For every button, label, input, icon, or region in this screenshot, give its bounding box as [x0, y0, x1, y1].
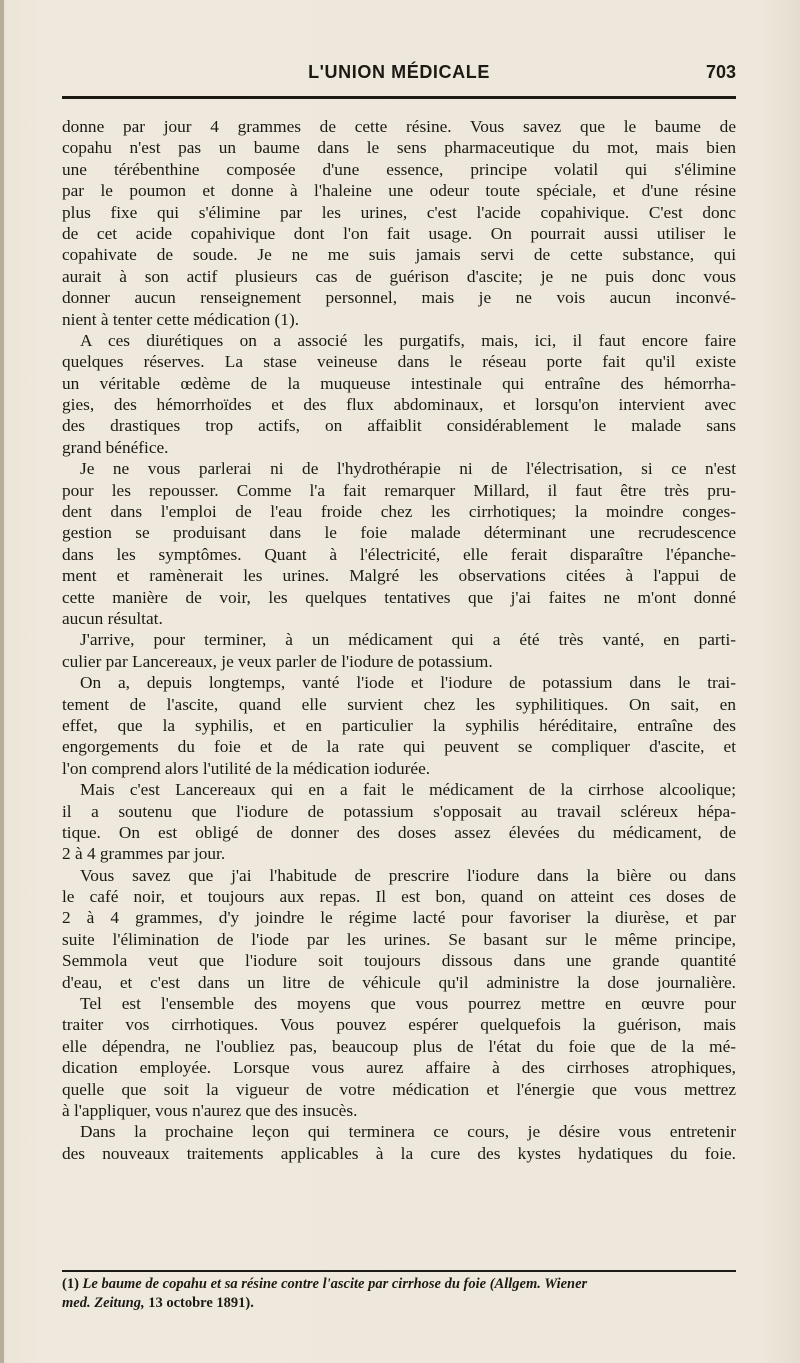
- text-line: grand bénéfice.: [62, 437, 169, 457]
- page-header: [62, 62, 736, 90]
- text-line: donne par jour 4 grammes de cette résine. Vous savez que le baume de: [62, 117, 736, 136]
- footnote-date: 13 octobre 1891: [148, 1295, 246, 1311]
- footnote-marker: (1): [62, 1276, 79, 1292]
- page-number: 703: [705, 62, 736, 82]
- text-line: copahu n'est pas un baume dans le sens pharmaceutique du mot, mais bien: [62, 138, 736, 158]
- text-line: suite l'élimination de l'iode par les urines. Se basant sur le même principe,: [62, 929, 736, 949]
- text-line: un véritable œdème de la muqueuse intestinale qui entraîne des hémorrha-: [62, 373, 736, 393]
- text-line: une térébenthine composée d'une essence, principe volatil qui s'élimine: [62, 159, 736, 179]
- footnote-journal: med. Zeitung,: [62, 1295, 145, 1311]
- footnote-end: ).: [245, 1295, 254, 1311]
- text-line: dication employée. Lorsque vous aurez affaire à des cirrhoses atrophiques,: [62, 1058, 736, 1078]
- text-line: effet, que la syphilis, et en particulier la syphilis héréditaire, entraîne des: [62, 715, 736, 735]
- text-line: dans les symptômes. Quant à l'électricité, elle ferait disparaître l'épanche-: [62, 544, 736, 564]
- header-rule: [62, 96, 736, 99]
- text-line: l'on comprend alors l'utilité de la médication iodurée.: [62, 758, 431, 778]
- text-line: cette manière de voir, les quelques tentatives que j'ai faites ne m'ont donné: [62, 587, 736, 607]
- text-line: le café noir, et toujours aux repas. Il est bon, quand on atteint ces doses de: [62, 887, 736, 907]
- text-line: On a, depuis longtemps, vanté l'iode et l'iodure de potassium dans le trai-: [80, 673, 736, 693]
- text-line: Tel est l'ensemble des moyens que vous pourrez mettre en œuvre pour: [80, 994, 736, 1014]
- footnote-line: [62, 1275, 736, 1294]
- text-line: d'eau, et c'est dans un litre de véhicule qu'il administre la dose journalière.: [62, 972, 736, 992]
- text-line: Semmola veut que l'iodure soit toujours dissous dans une grande quantité: [62, 951, 736, 971]
- running-title: L'UNION MÉDICALE: [308, 62, 490, 82]
- text-line: Je ne vous parlerai ni de l'hydrothérapie ni de l'électrisation, si ce n'est: [80, 459, 736, 479]
- text-line: 2 à 4 grammes par jour.: [62, 844, 226, 864]
- footnote-citation: Le baume de copahu et sa résine contre l'ascite par cirrhose du foie (Allgem. Wiener: [82, 1276, 588, 1292]
- text-line: tement de l'ascite, quand elle survient chez les syphilitiques. On sait, en: [62, 694, 736, 714]
- footnote: [62, 1275, 736, 1313]
- text-line: gies, des hémorrhoïdes et des flux abdominaux, et lorsqu'on intervient avec: [62, 395, 736, 415]
- text-line: 2 à 4 grammes, d'y joindre le régime lacté pour favoriser la diurèse, et par: [62, 908, 736, 928]
- text-line: J'arrive, pour terminer, à un médicament qui a été très vanté, en parti-: [80, 630, 736, 650]
- text-line: par le poumon et donne à l'haleine une odeur toute spéciale, et d'une résine: [62, 181, 736, 201]
- footnote-line: [62, 1294, 736, 1313]
- footnote-rule: [62, 1270, 736, 1272]
- text-line: de cet acide copahivique dont l'on fait usage. On pourrait aussi utiliser le: [62, 223, 736, 243]
- text-line: tique. On est obligé de donner des doses assez élevées du médicament, de: [62, 822, 736, 842]
- text-line: nient à tenter cette médication (1).: [62, 309, 300, 329]
- text-line: traiter vos cirrhotiques. Vous pouvez espérer quelquefois la guérison, mais: [62, 1015, 736, 1035]
- body-text: [62, 116, 736, 1164]
- text-line: Vous savez que j'ai l'habitude de prescrire l'iodure dans la bière ou dans: [80, 865, 736, 885]
- text-line: pour les repousser. Comme l'a fait remarquer Millard, il faut être très pru-: [62, 480, 736, 500]
- text-line: des drastiques trop actifs, on affaiblit considérablement le malade sans: [62, 416, 736, 436]
- text-line: copahivate de soude. Je ne me suis jamais servi de cette substance, qui: [62, 245, 736, 265]
- text-line: à l'appliquer, vous n'aurez que des insucès.: [62, 1100, 358, 1120]
- text-line: gestion se produisant dans le foie malade déterminant une recrudescence: [62, 523, 736, 543]
- text-line: des nouveaux traitements applicables à la cure des kystes hydatiques du foie.: [62, 1143, 736, 1163]
- text-line: aurait à son actif plusieurs cas de guérison d'ascite; je ne puis donc vous: [62, 266, 736, 286]
- text-line: plus fixe qui s'élimine par les urines, c'est l'acide copahivique. C'est donc: [62, 202, 736, 222]
- text-line: culier par Lancereaux, je veux parler de l'iodure de potassium.: [62, 651, 493, 671]
- text-line: quelle que soit la vigueur de votre médication et l'énergie que vous mettrez: [62, 1079, 736, 1099]
- text-line: A ces diurétiques on a associé les purgatifs, mais, ici, il faut encore faire: [80, 330, 736, 350]
- text-line: donner aucun renseignement personnel, mais je ne vois aucun inconvé-: [62, 288, 736, 308]
- text-line: ment et ramènerait les urines. Malgré les observations citées à l'appui de: [62, 566, 736, 586]
- text-line: engorgements du foie et de la rate qui peuvent se compliquer d'ascite, et: [62, 737, 736, 757]
- text-line: dent dans l'emploi de l'eau froide chez les cirrhotiques; la moindre conges-: [62, 502, 736, 522]
- text-line: il a soutenu que l'iodure de potassium s'opposait au travail scléreux hépa-: [62, 801, 736, 821]
- text-line: aucun résultat.: [62, 608, 163, 628]
- text-line: elle dépendra, ne l'oubliez pas, beaucoup plus de l'état du foie que de la mé-: [62, 1036, 736, 1056]
- text-line: Dans la prochaine leçon qui terminera ce cours, je désire vous entretenir: [80, 1122, 736, 1142]
- text-line: quelques réserves. La stase veineuse dans le réseau porte fait qu'il existe: [62, 352, 736, 372]
- binding-edge: [0, 0, 4, 1363]
- text-line: Mais c'est Lancereaux qui en a fait le médicament de la cirrhose alcoolique;: [80, 780, 736, 800]
